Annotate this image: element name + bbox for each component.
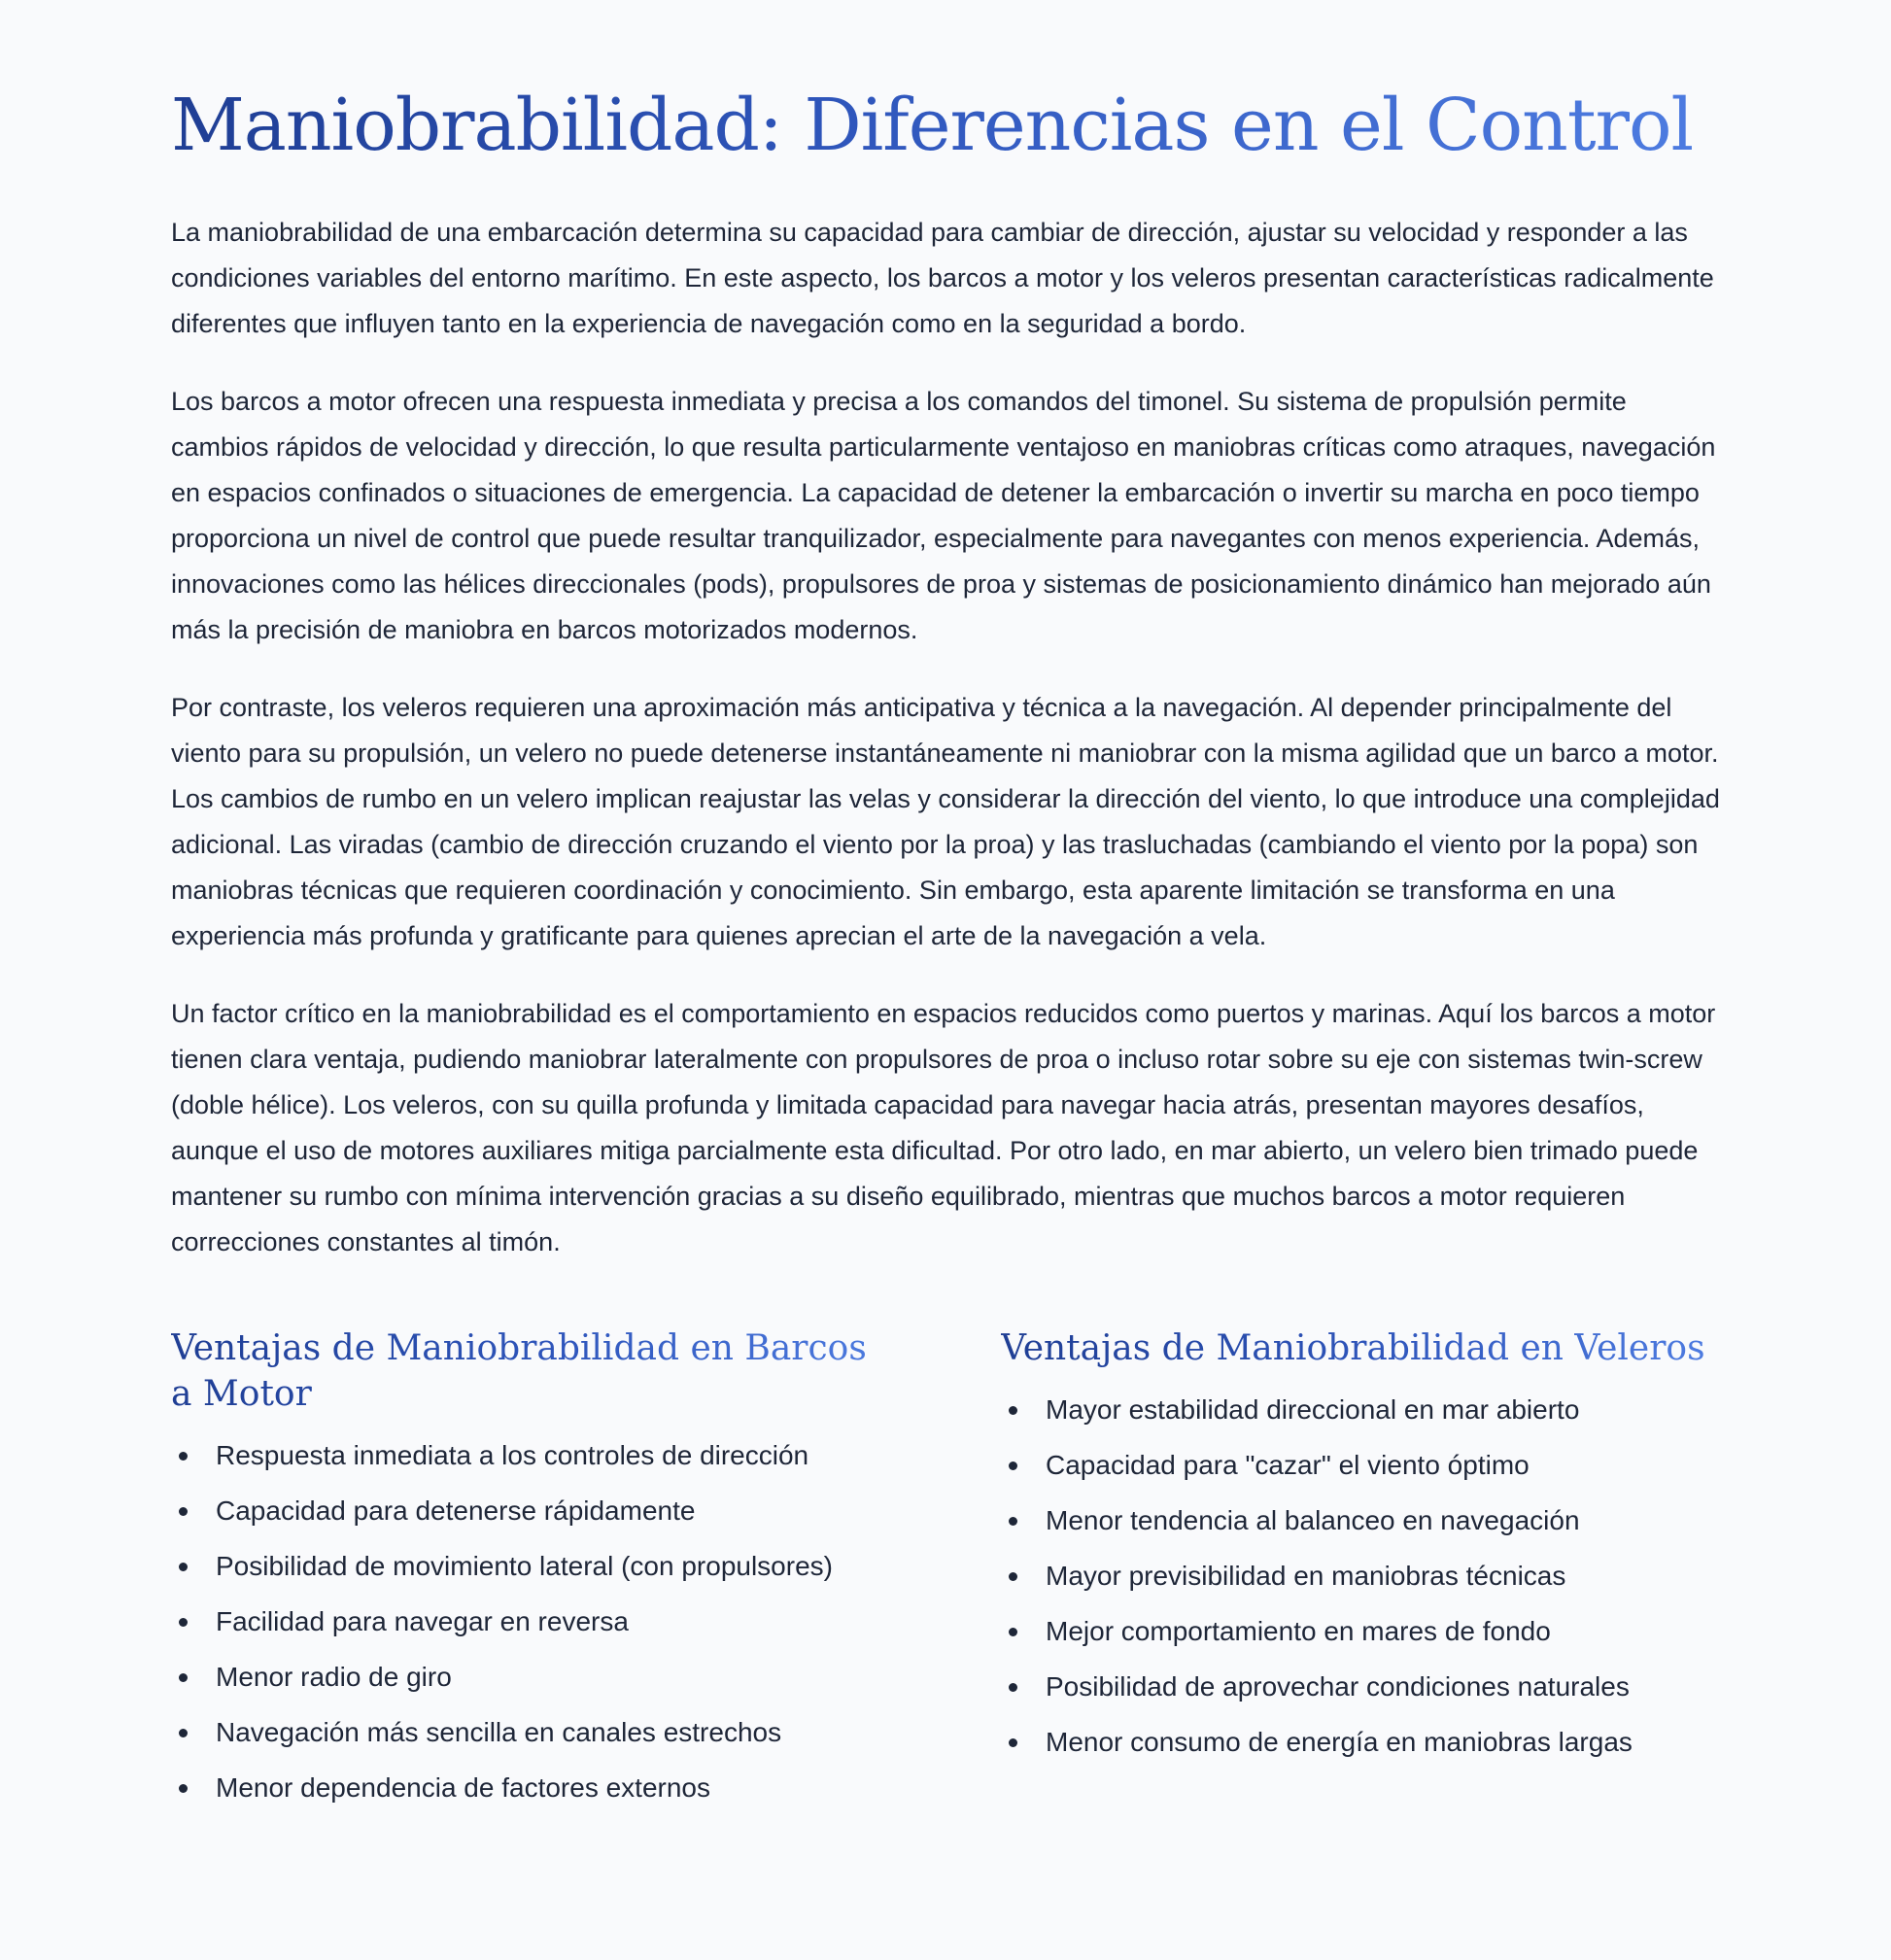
list-item xyxy=(171,1769,890,1807)
list-item-text: Mayor estabilidad direccional en mar abierto xyxy=(1046,1394,1580,1425)
bullet-icon xyxy=(1009,1738,1017,1747)
bullet-icon xyxy=(179,1729,188,1737)
bullet-icon xyxy=(1009,1572,1017,1581)
list-item xyxy=(171,1547,890,1586)
sailboat-advantages-list xyxy=(1001,1391,1720,1762)
bullet-icon xyxy=(179,1452,188,1461)
article-body xyxy=(171,210,1720,1265)
motor-advantages-section xyxy=(171,1325,890,1824)
bullet-icon xyxy=(179,1673,188,1682)
motor-advantages-heading: Ventajas de Maniobrabilidad en Barcos a Motor xyxy=(171,1325,890,1417)
sailboat-advantages-section xyxy=(1001,1325,1720,1824)
bullet-icon xyxy=(1009,1683,1017,1692)
paragraph-sailboats: Por contraste, los veleros requieren una aproximación más anticipativa y técnica a la navegación. Al depender principalmente del viento para su propulsión, un velero no puede detenerse instantáneamente ni maniobrar con la misma agilidad que un barco a motor. Los cambios de rumbo en un velero implican reajustar las velas y considerar la dirección del viento, lo que introduce una complejidad adicional. Las viradas (cambio de dirección cruzando el viento por la proa) y las trasluchadas (cambiando el viento por la popa) son maniobras técnicas que requieren coordinación y conocimiento. Sin embargo, esta aparente limitación se transforma en una experiencia más profunda y gratificante para quienes aprecian el arte de la navegación a vela. xyxy=(171,693,1720,950)
bullet-icon xyxy=(179,1507,188,1516)
paragraph-tight-spaces: Un factor crítico en la maniobrabilidad es el comportamiento en espacios reducidos como puertos y marinas. Aquí los barcos a motor tienen clara ventaja, pudiendo maniobrar lateralmente con propulsores de proa o incluso rotar sobre su eje con sistemas twin-screw (doble hélice). Los veleros, con su quilla profunda y limitada capacidad para navegar hacia atrás, presentan mayores desafíos, aunque el uso de motores auxiliares mitiga parcialmente esta dificultad. Por otro lado, en mar abierto, un velero bien trimado puede mantener su rumbo con mínima intervención gracias a su diseño equilibrado, mientras que muchos barcos a motor requieren correcciones constantes al timón. xyxy=(171,999,1716,1256)
list-item xyxy=(171,1658,890,1697)
bullet-icon xyxy=(1009,1517,1017,1526)
sailboat-advantages-heading: Ventajas de Maniobrabilidad en Veleros xyxy=(1001,1325,1705,1371)
bullet-icon xyxy=(179,1618,188,1627)
list-item xyxy=(1001,1557,1720,1596)
list-item xyxy=(1001,1668,1720,1706)
list-item-text: Facilidad para navegar en reversa xyxy=(216,1606,629,1636)
list-item-text: Menor tendencia al balanceo en navegación xyxy=(1046,1505,1580,1535)
list-item-text: Capacidad para detenerse rápidamente xyxy=(216,1496,696,1526)
list-item xyxy=(171,1492,890,1530)
bullet-icon xyxy=(1009,1628,1017,1636)
list-item xyxy=(171,1602,890,1641)
page-title: Maniobrabilidad: Diferencias en el Control xyxy=(171,84,1694,167)
list-item-text: Menor radio de giro xyxy=(216,1662,452,1692)
list-item-text: Mejor comportamiento en mares de fondo xyxy=(1046,1616,1551,1646)
list-item-text: Respuesta inmediata a los controles de dirección xyxy=(216,1440,809,1470)
list-item-text: Posibilidad de movimiento lateral (con propulsores) xyxy=(216,1551,833,1581)
bullet-icon xyxy=(1009,1406,1017,1415)
list-item xyxy=(1001,1501,1720,1540)
list-item-text: Menor dependencia de factores externos xyxy=(216,1772,710,1803)
list-item-text: Menor consumo de energía en maniobras largas xyxy=(1046,1727,1633,1757)
list-item xyxy=(1001,1612,1720,1651)
list-item xyxy=(1001,1723,1720,1762)
list-item-text: Posibilidad de aprovechar condiciones naturales xyxy=(1046,1671,1630,1702)
list-item-text: Capacidad para "cazar" el viento óptimo xyxy=(1046,1450,1530,1480)
bullet-icon xyxy=(179,1784,188,1793)
list-item xyxy=(171,1436,890,1475)
list-item xyxy=(1001,1446,1720,1485)
list-item xyxy=(1001,1391,1720,1429)
motor-advantages-list xyxy=(171,1436,890,1807)
list-item-text: Mayor previsibilidad en maniobras técnicas xyxy=(1046,1561,1566,1591)
list-item xyxy=(171,1713,890,1752)
bullet-icon xyxy=(1009,1461,1017,1470)
advantages-columns xyxy=(171,1325,1720,1824)
bullet-icon xyxy=(179,1563,188,1571)
paragraph-intro: La maniobrabilidad de una embarcación determina su capacidad para cambiar de dirección, ajustar su velocidad y responder a las condiciones variables del entorno marítimo. En este aspecto, los barcos a motor y los veleros presentan características radicalmente diferentes que influyen tanto en la experiencia de navegación como en la seguridad a bordo. xyxy=(171,218,1714,338)
paragraph-motor-boats: Los barcos a motor ofrecen una respuesta inmediata y precisa a los comandos del timonel. Su sistema de propulsión permite cambios rápidos de velocidad y dirección, lo que resulta particularmente ventajoso en maniobras críticas como atraques, navegación en espacios confinados o situaciones de emergencia. La capacidad de detener la embarcación o invertir su marcha en poco tiempo proporciona un nivel de control que puede resultar tranquilizador, especialmente para navegantes con menos experiencia. Además, innovaciones como las hélices direccionales (pods), propulsores de proa y sistemas de posicionamiento dinámico han mejorado aún más la precisión de maniobra en barcos motorizados modernos. xyxy=(171,387,1716,644)
list-item-text: Navegación más sencilla en canales estrechos xyxy=(216,1717,782,1747)
